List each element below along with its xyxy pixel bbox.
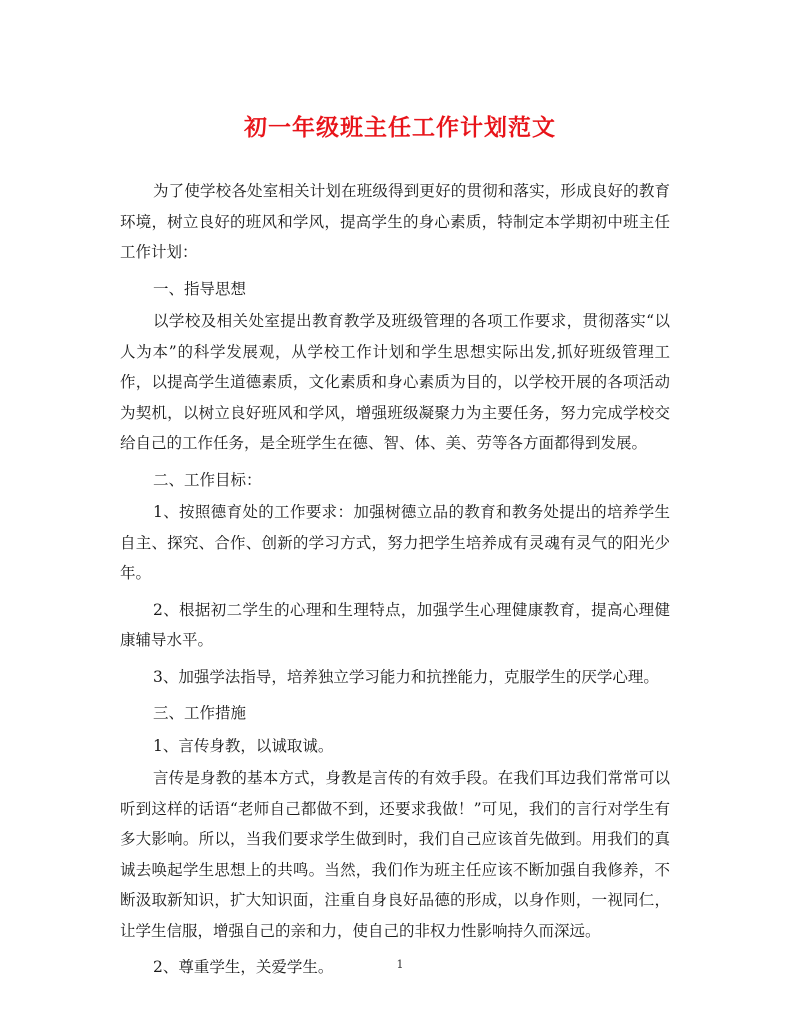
document-title: 初一年级班主任工作计划范文: [244, 114, 556, 141]
work-goal-item-3: 3、加强学法指导，培养独立学习能力和抗挫能力，克服学生的厌学心理。: [153, 667, 659, 686]
guiding-ideology-paragraph: 以学校及相关处室提出教育教学及班级管理的各项工作要求，贯彻落实“以人为本”的科学发展观，从学校工作计划和学生思想实际出发,抓好班级管理工作，以提高学生道德素质，文化素质和身心素质为目的，以学校开展的各项活动为契机，以树立良好班风和学风，增强班级凝聚力为主要任务，努力完成学校交给自己的工作任务，是全班学生在德、智、体、美、劳等各方面都得到发展。: [120, 312, 670, 452]
measure-heading-1: 1、言传身教，以诚取诚。: [153, 736, 334, 755]
page-number: 1: [396, 958, 404, 971]
measure-heading-2: 2、尊重学生，关爱学生。: [153, 958, 334, 976]
document-body: [120, 176, 670, 989]
intro-paragraph: 为了使学校各处室相关计划在班级得到更好的贯彻和落实，形成良好的教育环境，树立良好的班风和学风，提高学生的身心素质，特制定本学期初中班主任工作计划：: [120, 182, 670, 261]
section-heading-work-measures: 三、工作措施: [153, 704, 247, 722]
section-heading-work-goals: 二、工作目标：: [153, 470, 262, 489]
work-goal-item-2: 2、根据初二学生的心理和生理特点，加强学生心理健康教育，提高心理健康辅导水平。: [120, 600, 670, 649]
measure-paragraph-1: 言传是身教的基本方式，身教是言传的有效手段。在我们耳边我们常常可以听到这样的话语“老师自己都做不到，还要求我做！”可见，我们的言行对学生有多大影响。所以，当我们要求学生做到时，我们自己应该首先做到。用我们的真诚去唤起学生思想上的共鸣。当然，我们作为班主任应该不断加强自我修养，不断汲取新知识，扩大知识面，注重自身良好品德的形成，以身作则，一视同仁，让学生信服，增强自己的亲和力，使自己的非权力性影响持久而深远。: [120, 769, 670, 940]
section-heading-guiding-ideology: 一、指导思想: [153, 279, 247, 298]
work-goal-item-1: 1、按照德育处的工作要求：加强树德立品的教育和教务处提出的培养学生自主、探究、合作、创新的学习方式，努力把学生培养成有灵魂有灵气的阳光少年。: [120, 503, 670, 582]
